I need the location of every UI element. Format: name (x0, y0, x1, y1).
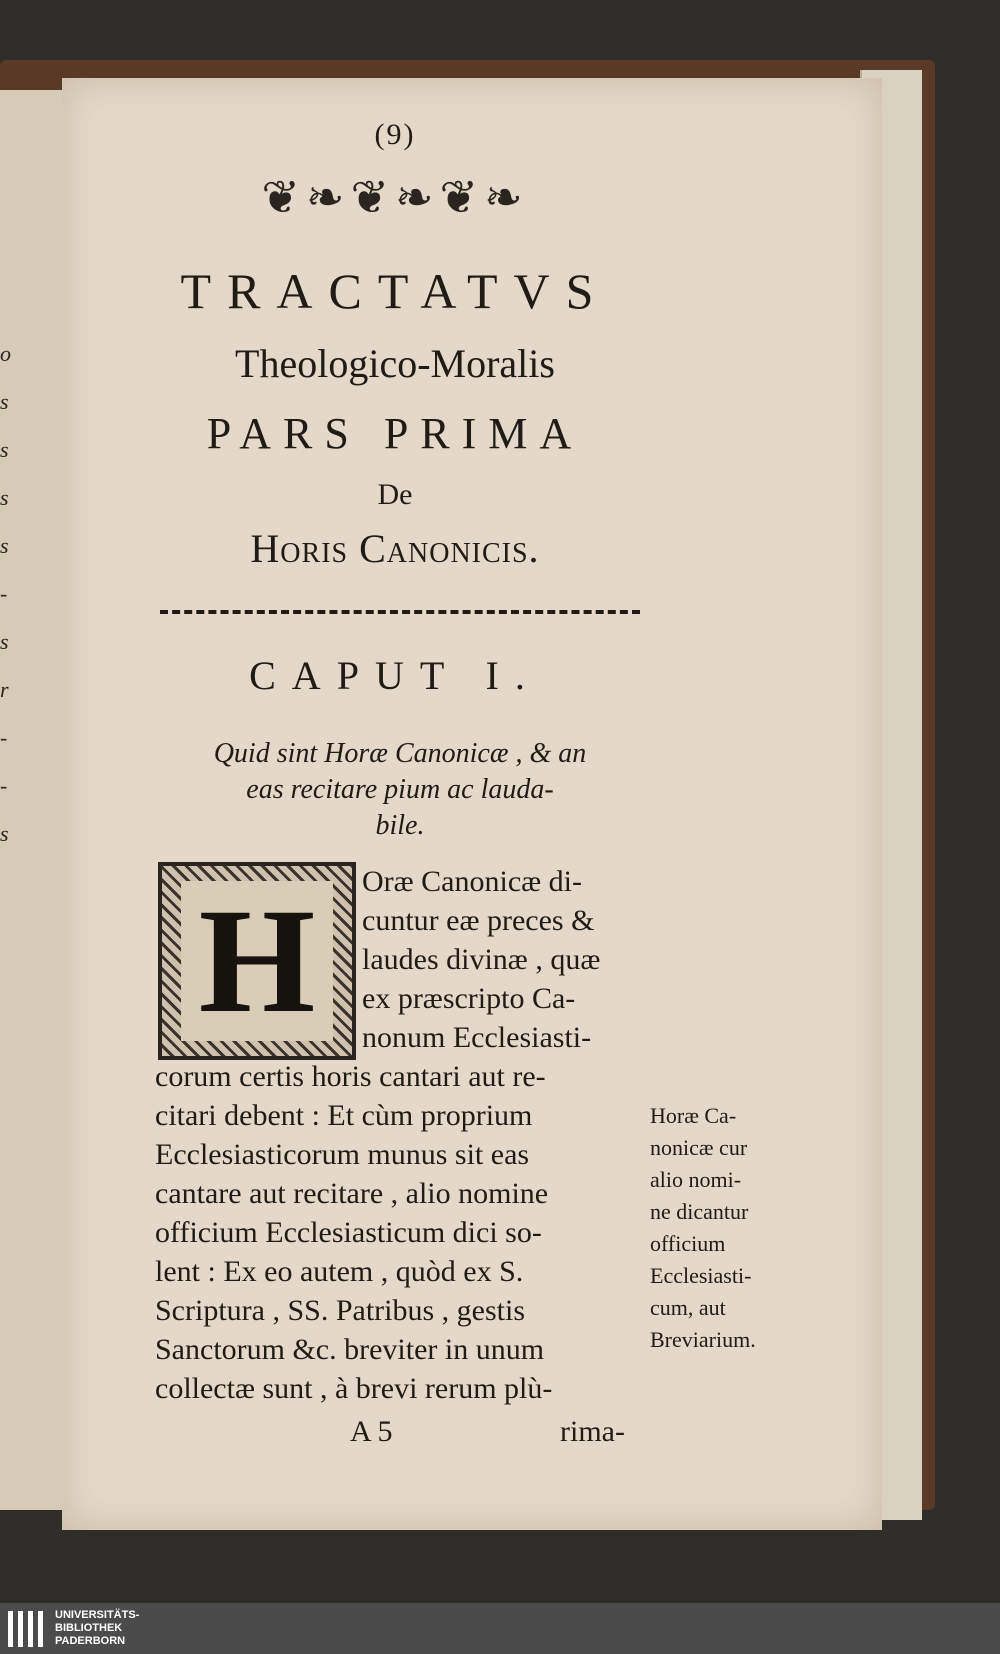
margin-note-line: ne dicantur (650, 1199, 749, 1224)
body-line: Sanctorum &c. breviter in unum (155, 1333, 545, 1366)
body-line: lent : Ex eo autem , quòd ex S. (155, 1255, 524, 1288)
body-line: collectæ sunt , à brevi rerum plù- (155, 1372, 553, 1405)
body-line: Scriptura , SS. Patribus , gestis (155, 1294, 526, 1327)
left-mark: s (0, 821, 9, 846)
margin-note-line: alio nomi- (650, 1167, 742, 1192)
initial-letter: H (181, 881, 334, 1041)
decorated-initial (158, 862, 356, 1060)
body-line: ex præscripto Ca- (362, 982, 576, 1015)
library-logo-icon (8, 1611, 48, 1647)
ornament-band: ❦❧❦❧❦❧ (261, 172, 529, 223)
logo-line: BIBLIOTHEK (55, 1622, 123, 1634)
margin-note-line: Breviarium. (650, 1327, 756, 1352)
margin-note-line: nonicæ cur (650, 1135, 748, 1160)
title-line-5: Horis Canonicis. (250, 526, 540, 571)
body-line: officium Ecclesiasticum dici so- (155, 1216, 542, 1249)
margin-note-line: officium (650, 1231, 726, 1256)
body-line: nonum Ecclesiasti- (362, 1021, 592, 1054)
left-mark: s (0, 437, 9, 462)
body-line: Oræ Canonicæ di- (362, 865, 582, 898)
title-line-1: TRACTATVS (180, 263, 610, 319)
folio-number: (9) (374, 118, 416, 151)
left-mark: s (0, 533, 9, 558)
left-page-marks (0, 330, 20, 858)
library-footer (0, 1603, 1000, 1654)
signature-mark: A 5 (350, 1415, 393, 1448)
title-line-4: De (377, 478, 413, 511)
chapter-subtitle (150, 736, 650, 844)
left-mark: - (0, 725, 8, 750)
body-line: citari debent : Et cùm proprium (155, 1099, 533, 1132)
catchword: rima- (560, 1415, 625, 1448)
left-mark: - (0, 581, 8, 606)
subtitle-line: Quid sint Horæ Canonicæ , & an (213, 738, 587, 769)
title-line-3: PARS PRIMA (206, 409, 584, 458)
left-page-edge (0, 90, 68, 1510)
left-mark: - (0, 773, 8, 798)
subtitle-line: eas recitare pium ac lauda- (246, 774, 554, 805)
body-line: Ecclesiasticorum munus sit eas (155, 1138, 530, 1171)
title-line-2: Theologico-Moralis (235, 341, 555, 386)
margin-note-line: Ecclesiasti- (650, 1263, 752, 1288)
library-logo-text (55, 1609, 139, 1648)
logo-line: PADERBORN (55, 1635, 126, 1647)
divider-rule (160, 610, 640, 614)
body-line: laudes divinæ , quæ (362, 943, 601, 976)
logo-line: UNIVERSITÄTS- (55, 1609, 140, 1621)
left-mark: r (0, 677, 9, 702)
body-line: cuntur eæ preces & (362, 904, 595, 937)
left-mark: s (0, 629, 9, 654)
chapter-heading: CAPUT I. (249, 653, 541, 698)
left-mark: s (0, 389, 9, 414)
left-mark: s (0, 485, 9, 510)
left-mark: o (0, 341, 11, 366)
margin-note-line: cum, aut (650, 1295, 726, 1320)
margin-note-line: Horæ Ca- (650, 1103, 737, 1128)
body-line: corum certis horis cantari aut re- (155, 1060, 546, 1093)
subtitle-line: bile. (375, 810, 425, 841)
body-line: cantare aut recitare , alio nomine (155, 1177, 549, 1210)
